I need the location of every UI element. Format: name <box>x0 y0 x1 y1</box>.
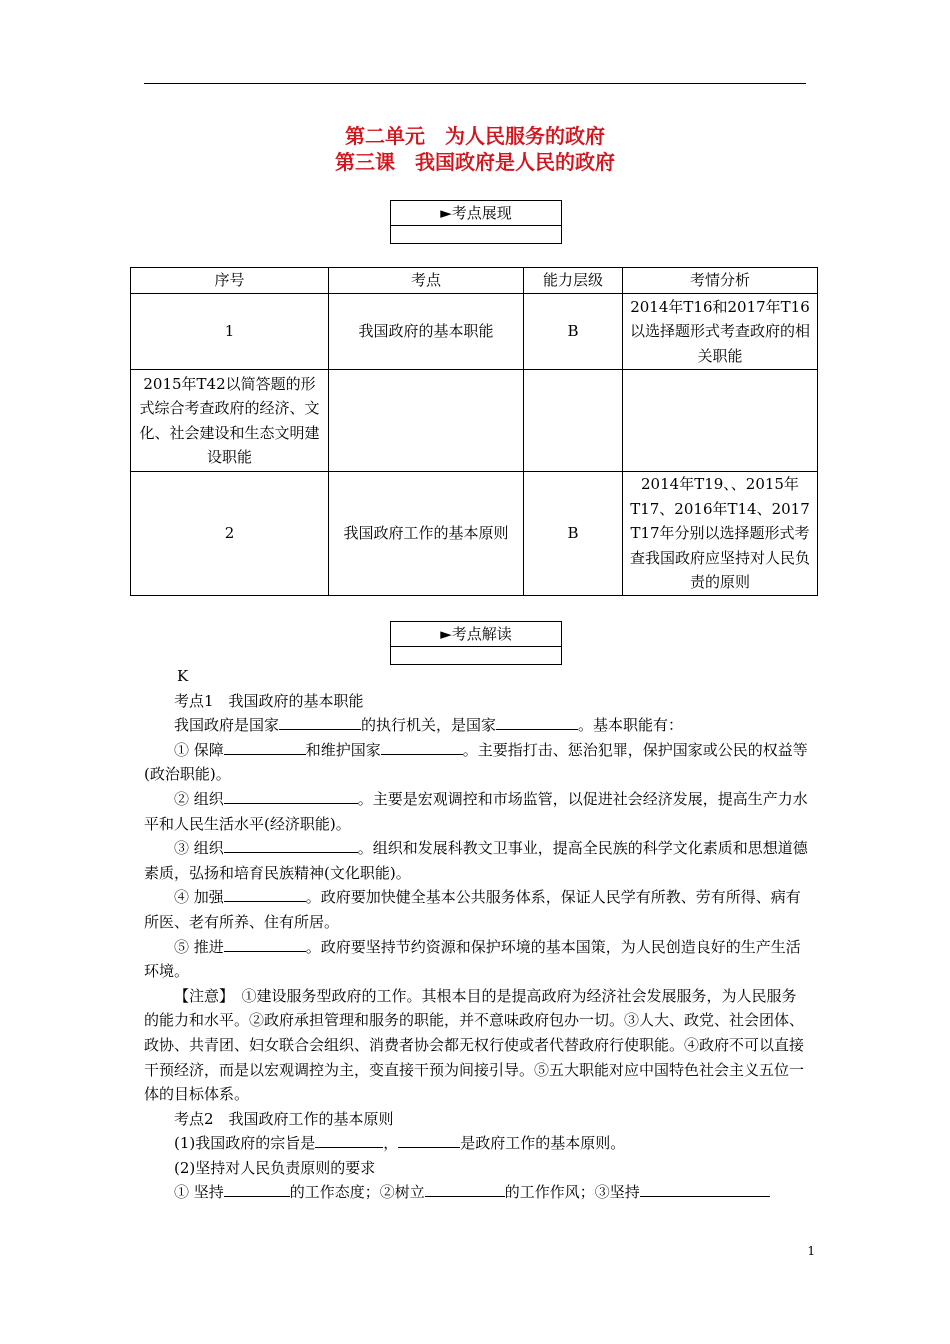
paragraph: ⑤ 推进 。政府要坚持节约资源和保护环境的基本国策，为人民创造良好的生产生活环境。 <box>144 937 801 981</box>
fill-blank <box>224 936 306 952</box>
paragraph: 我国政府是国家 的执行机关，是国家 。基本职能有： <box>174 716 684 735</box>
table-header-row <box>131 268 818 294</box>
fill-blank <box>496 714 578 730</box>
fill-blank <box>425 1181 505 1197</box>
table-cell-analysis <box>623 370 818 472</box>
table-header-cell: 序号 <box>131 268 329 294</box>
exam-point-1-title: 考点1 我国政府的基本职能 <box>174 691 364 710</box>
table-cell-point <box>329 370 524 472</box>
page-number: 1 <box>807 1244 815 1258</box>
table-cell-point: 我国政府工作的基本原则 <box>329 472 524 596</box>
lesson-title: 第三课 我国政府是人民的政府 <box>335 150 615 174</box>
paragraph: ① 坚持 的工作态度；②树立 的工作作风；③坚持 <box>144 1180 808 1205</box>
table-cell-point: 我国政府的基本职能 <box>329 294 524 370</box>
interpretation-body <box>144 664 808 1205</box>
paragraph: (2)坚持对人民负责原则的要求 <box>174 1158 376 1177</box>
section-header-label: ►考点解读 <box>391 622 561 647</box>
section-header-interpret <box>390 621 562 665</box>
table-header-cell: 考情分析 <box>623 268 818 294</box>
k-mark: K <box>177 667 189 685</box>
fill-blank <box>381 739 463 755</box>
fill-blank <box>398 1132 460 1148</box>
table-cell-analysis: 2014年T16和2017年T16以选择题形式考查政府的相关职能 <box>623 294 818 370</box>
section-header-exhibit <box>390 200 562 244</box>
table-cell-level <box>524 370 623 472</box>
fill-blank <box>224 788 358 804</box>
table-cell-num: 1 <box>131 294 329 370</box>
fill-blank <box>279 714 361 730</box>
note-label: 【注意】 <box>174 986 227 1005</box>
fill-blank <box>224 1181 290 1197</box>
paragraph: ② 组织 。主要是宏观调控和市场监管，以促进社会经济发展，提高生产力水平和人民生活水平(经济职能)。 <box>144 789 808 833</box>
table-row <box>131 294 818 370</box>
table-cell-level: B <box>524 472 623 596</box>
exam-points-table <box>130 267 818 596</box>
table-header-cell: 考点 <box>329 268 524 294</box>
fill-blank <box>640 1181 770 1197</box>
header-rule <box>144 83 806 84</box>
fill-blank <box>224 739 306 755</box>
paragraph: (1)我国政府的宗旨是 ， 是政府工作的基本原则。 <box>174 1134 626 1153</box>
fill-blank <box>224 886 306 902</box>
unit-title: 第二单元 为人民服务的政府 <box>345 124 605 148</box>
table-row <box>131 370 818 472</box>
section-header-label: ►考点展现 <box>391 201 561 226</box>
fill-blank <box>315 1132 383 1148</box>
note-paragraph: 【注意】 ①建设服务型政府的工作。其根本目的是提高政府为经济社会发展服务，为人民服务的能力和水平。②政府承担管理和服务的职能，并不意味政府包办一切。③人大、政党、社会团体、政协、共青团、妇女联合会组织、消费者协会都无权行使或者代替政府行使职能。④政府不可以直接干预经济，而是以宏观调控为主，变直接干预为间接引导。⑤五大职能对应中国特色社会主义五位一体的目标体系。 <box>144 986 805 1104</box>
table-cell-analysis: 2014年T19、、2015年T17、2016年T14、2017 T17年分别以选择题形式考查我国政府应坚持对人民负责的原则 <box>623 472 818 596</box>
paragraph: ④ 加强 。政府要加快健全基本公共服务体系，保证人民学有所教、劳有所得、病有所医、老有所养、住有所居。 <box>144 888 801 931</box>
exam-point-2-title: 考点2 我国政府工作的基本原则 <box>174 1109 394 1128</box>
table-row <box>131 472 818 596</box>
table-cell-level: B <box>524 294 623 370</box>
paragraph: ③ 组织 。组织和发展科教文卫事业，提高全民族的科学文化素质和思想道德素质，弘扬和培育民族精神(文化职能)。 <box>144 839 808 882</box>
table-header-cell: 能力层级 <box>524 268 623 294</box>
fill-blank <box>224 837 358 853</box>
table-cell-num: 2015年T42以简答题的形式综合考查政府的经济、文化、社会建设和生态文明建设职能 <box>131 370 329 472</box>
paragraph: ① 保障 和维护国家 。主要指打击、惩治犯罪，保护国家或公民的权益等(政治职能)。 <box>144 740 808 784</box>
table-cell-num: 2 <box>131 472 329 596</box>
